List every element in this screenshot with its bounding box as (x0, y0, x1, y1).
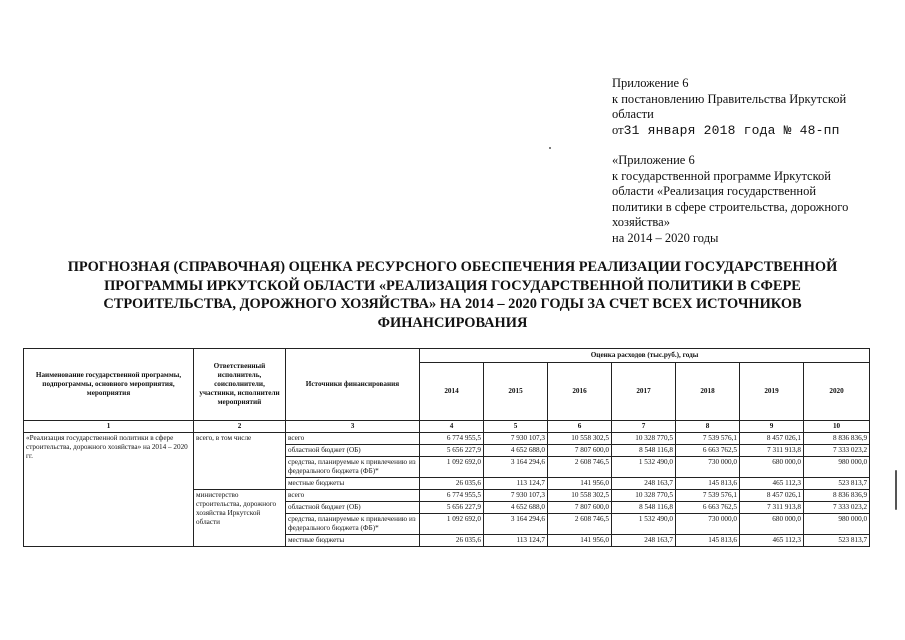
title-line: ПРОГНОЗНАЯ (СПРАВОЧНАЯ) ОЦЕНКА РЕСУРСНОГО ОБЕСПЕЧЕНИЯ РЕАЛИЗАЦИИ ГОСУДАРСТВЕННОЙ (67, 259, 838, 275)
amount-cell: 5 656 227,9 (420, 445, 484, 457)
header-year: 2015 (484, 363, 548, 421)
appendix-line: хозяйства» (612, 215, 670, 229)
amount-cell: 10 328 770,5 (612, 433, 676, 445)
header-executor: Ответственный исполнитель, соисполнители, участники, исполнители мероприятий (194, 349, 286, 421)
title-line: ФИНАНСИРОВАНИЯ (377, 314, 528, 331)
funding-source: местные бюджеты (286, 535, 420, 547)
funding-source: областной бюджет (ОБ) (286, 445, 420, 457)
document-title (30, 258, 875, 332)
amount-cell: 113 124,7 (484, 535, 548, 547)
amount-cell: 465 112,3 (740, 535, 804, 547)
appendix-date-line (612, 123, 882, 139)
amount-cell: 7 333 023,2 (804, 445, 870, 457)
amount-cell: 2 608 746,5 (548, 514, 612, 535)
scan-speck (549, 147, 551, 149)
amount-cell: 523 813,7 (804, 535, 870, 547)
amount-cell: 248 163,7 (612, 478, 676, 490)
resource-table (23, 348, 870, 547)
funding-source: всего (286, 490, 420, 502)
amount-cell: 4 652 688,0 (484, 445, 548, 457)
amount-cell: 4 652 688,0 (484, 502, 548, 514)
header-name: Наименование государственной программы, подпрограммы, основного мероприятия, мероприятия (24, 349, 194, 421)
amount-cell: 248 163,7 (612, 535, 676, 547)
column-number: 5 (484, 421, 548, 433)
amount-cell: 730 000,0 (676, 457, 740, 478)
appendix-line: Приложение 6 (612, 76, 689, 90)
appendix-line: области «Реализация государственной (612, 184, 817, 198)
amount-cell: 8 836 836,9 (804, 490, 870, 502)
header-year: 2020 (804, 363, 870, 421)
appendix-date-value: 31 января 2018 года № 48-пп (623, 122, 840, 138)
amount-cell: 3 164 294,6 (484, 457, 548, 478)
column-number: 2 (194, 421, 286, 433)
amount-cell: 680 000,0 (740, 457, 804, 478)
amount-cell: 465 112,3 (740, 478, 804, 490)
column-number: 3 (286, 421, 420, 433)
amount-cell: 145 813,6 (676, 535, 740, 547)
appendix-line: к государственной программе Иркутской (612, 168, 831, 183)
appendix-line: на 2014 – 2020 годы (612, 230, 719, 245)
amount-cell: 7 539 576,1 (676, 433, 740, 445)
amount-cell: 1 532 490,0 (612, 514, 676, 535)
amount-cell: 8 548 116,8 (612, 445, 676, 457)
appendix-line: области (612, 107, 654, 121)
appendix-header (612, 76, 882, 246)
amount-cell: 8 548 116,8 (612, 502, 676, 514)
amount-cell: 2 608 746,5 (548, 457, 612, 478)
column-number: 7 (612, 421, 676, 433)
amount-cell: 6 663 762,5 (676, 445, 740, 457)
amount-cell: 7 930 107,3 (484, 490, 548, 502)
amount-cell: 8 457 026,1 (740, 490, 804, 502)
amount-cell: 7 807 600,0 (548, 445, 612, 457)
amount-cell: 980 000,0 (804, 514, 870, 535)
amount-cell: 3 164 294,6 (484, 514, 548, 535)
amount-cell: 10 558 302,5 (548, 433, 612, 445)
column-number: 10 (804, 421, 870, 433)
column-number: 9 (740, 421, 804, 433)
amount-cell: 6 663 762,5 (676, 502, 740, 514)
header-year: 2016 (548, 363, 612, 421)
amount-cell: 8 457 026,1 (740, 433, 804, 445)
amount-cell: 10 328 770,5 (612, 490, 676, 502)
amount-cell: 7 311 913,8 (740, 502, 804, 514)
header-year: 2014 (420, 363, 484, 421)
amount-cell: 1 092 692,0 (420, 514, 484, 535)
funding-source: областной бюджет (ОБ) (286, 502, 420, 514)
title-line: ПРОГРАММЫ ИРКУТСКОЙ ОБЛАСТИ «РЕАЛИЗАЦИЯ ГОСУДАРСТВЕННОЙ ПОЛИТИКИ В СФЕРЕ (104, 277, 801, 294)
amount-cell: 523 813,7 (804, 478, 870, 490)
column-number: 6 (548, 421, 612, 433)
amount-cell: 113 124,7 (484, 478, 548, 490)
funding-source: всего (286, 433, 420, 445)
amount-cell: 1 092 692,0 (420, 457, 484, 478)
scan-edge-mark (895, 470, 897, 510)
amount-cell: 6 774 955,5 (420, 433, 484, 445)
funding-source: средства, планируемые к привлечению из федерального бюджета (ФБ)* (286, 457, 420, 478)
funding-source: местные бюджеты (286, 478, 420, 490)
amount-cell: 8 836 836,9 (804, 433, 870, 445)
executor-cell: всего, в том числе (194, 433, 286, 490)
amount-cell: 7 807 600,0 (548, 502, 612, 514)
appendix-line: к постановлению Правительства Иркутской (612, 91, 847, 106)
program-name: «Реализация государственной политики в сфере строительства, дорожного хозяйства» на 2014 – 2020 гг. (24, 433, 194, 547)
amount-cell: 680 000,0 (740, 514, 804, 535)
amount-cell: 26 035,6 (420, 535, 484, 547)
amount-cell: 10 558 302,5 (548, 490, 612, 502)
amount-cell: 145 813,6 (676, 478, 740, 490)
header-sources: Источники финансирования (286, 349, 420, 421)
funding-source: средства, планируемые к привлечению из федерального бюджета (ФБ)* (286, 514, 420, 535)
header-year: 2017 (612, 363, 676, 421)
amount-cell: 7 930 107,3 (484, 433, 548, 445)
amount-cell: 5 656 227,9 (420, 502, 484, 514)
table-row (24, 433, 870, 445)
header-year: 2019 (740, 363, 804, 421)
executor-cell: министерство строительства, дорожного хозяйства Иркутской области (194, 490, 286, 547)
amount-cell: 980 000,0 (804, 457, 870, 478)
amount-cell: 141 956,0 (548, 535, 612, 547)
appendix-line: политики в сфере строительства, дорожного (612, 199, 849, 214)
amount-cell: 1 532 490,0 (612, 457, 676, 478)
title-line: СТРОИТЕЛЬСТВА, ДОРОЖНОГО ХОЗЯЙСТВА» НА 2014 – 2020 ГОДЫ ЗА СЧЕТ ВСЕХ ИСТОЧНИКОВ (103, 296, 802, 312)
header-costs: Оценка расходов (тыс.руб.), годы (420, 349, 870, 363)
amount-cell: 7 333 023,2 (804, 502, 870, 514)
amount-cell: 730 000,0 (676, 514, 740, 535)
amount-cell: 6 774 955,5 (420, 490, 484, 502)
column-number: 1 (24, 421, 194, 433)
amount-cell: 26 035,6 (420, 478, 484, 490)
column-number: 4 (420, 421, 484, 433)
amount-cell: 141 956,0 (548, 478, 612, 490)
amount-cell: 7 311 913,8 (740, 445, 804, 457)
amount-cell: 7 539 576,1 (676, 490, 740, 502)
column-number: 8 (676, 421, 740, 433)
header-year: 2018 (676, 363, 740, 421)
appendix-line: «Приложение 6 (612, 153, 695, 167)
appendix-date-prefix: от (612, 122, 624, 137)
